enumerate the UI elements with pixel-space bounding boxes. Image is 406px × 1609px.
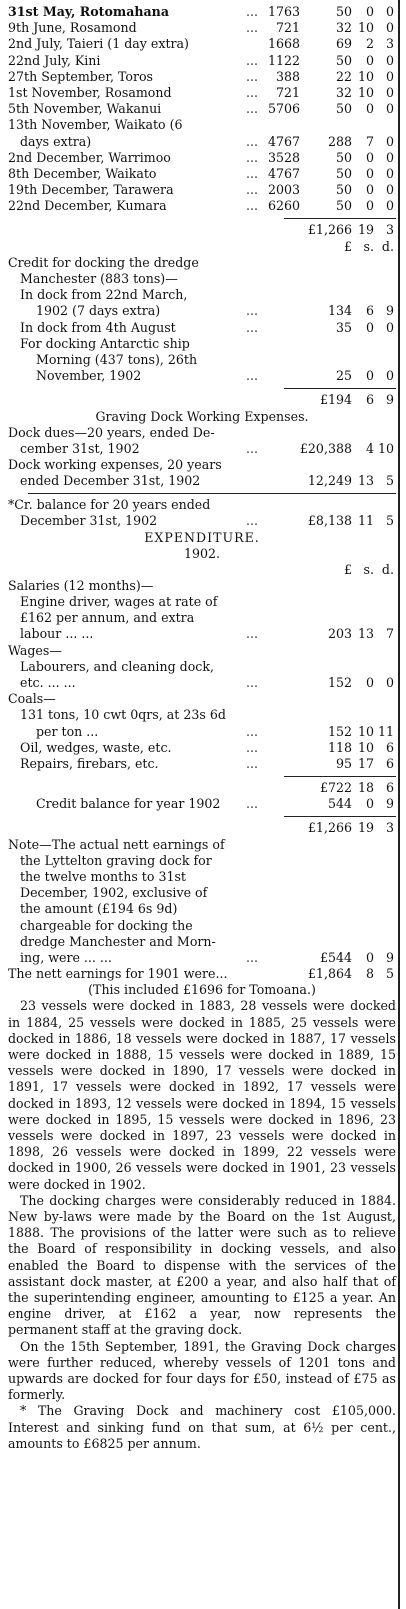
total-rule xyxy=(8,772,396,780)
expenditure-subtotal: £722 18 6 xyxy=(319,780,394,796)
credit-item: In dock from 4th August ... 35 0 0 xyxy=(20,319,394,335)
credit-total: £194 6 9 xyxy=(319,392,394,408)
credit-item: For docking Antarctic ship xyxy=(20,335,190,351)
credit-item: In dock from 22nd March, xyxy=(20,287,188,303)
credit-item: 1902 (7 days extra) ... 134 6 9 xyxy=(36,303,394,319)
total-rule xyxy=(8,384,396,392)
docking-row: 19th December, Tarawera ... 2003 50 0 0 xyxy=(8,182,394,198)
expenditure-item: etc. ... ... ... 152 0 0 xyxy=(20,674,394,690)
expenditure-item: Oil, wedges, waste, etc. ... 118 10 6 xyxy=(20,739,394,755)
note-line: Note—The actual nett earnings of xyxy=(8,836,225,852)
expenditure-total: £1,266 19 3 xyxy=(307,820,394,836)
docking-row: 9th June, Rosamond ... 721 32 10 0 xyxy=(8,20,394,36)
docking-row: 27th September, Toros ... 388 22 10 0 xyxy=(8,68,394,84)
docking-row: 22nd July, Kini ... 1122 50 0 0 xyxy=(8,52,394,68)
tomoana-note: (This included £1696 for Tomoana.) xyxy=(88,982,316,998)
expenditure-item: Labourers, and cleaning dock, xyxy=(20,658,214,674)
graving-item: Dock dues—20 years, ended De- xyxy=(8,424,215,440)
docking-row: 8th December, Waikato ... 4767 50 0 0 xyxy=(8,165,394,181)
cost-paragraph: * The Graving Dock and machinery cost £105,000. Interest and sinking fund on that sum, at 6½ per cent., amounts to £6825 per annum. xyxy=(8,1403,396,1451)
note-line: the Lyttelton graving dock for xyxy=(20,852,212,868)
charges-paragraph: The docking charges were considerably reduced in 1884. New by-laws were made by the Board on the 1st August, 1888. The provisions of the latter were such as to relieve the Board of responsibility in docking vessels, and also enabled the Board to dispense with the services of the assistant dock master, at £200 a year, and also half that of the superintending engineer, amounting to £125 a year. An engine driver, at £162 a year, now represents the permanent staff at the graving dock. xyxy=(8,1192,396,1338)
credit-balance: Credit balance for year 1902 ... 544 0 9 xyxy=(36,796,394,812)
note-line: December, 1902, exclusive of xyxy=(20,885,208,901)
expenditure-item: Engine driver, wages at rate of xyxy=(20,594,218,609)
expenditure-item: per ton ... ... 152 10 11 xyxy=(36,723,394,739)
column-rule xyxy=(398,0,400,1609)
expenditure-item: Salaries (12 months)— xyxy=(8,577,154,593)
docking-row: 5th November, Wakanui ... 5706 50 0 0 xyxy=(8,101,394,117)
reduction-paragraph: On the 15th September, 1891, the Graving Dock charges were further reduced, whereby vessels of 1201 tons and upwards are docked for four days for £50, instead of £75 as formerly. xyxy=(8,1338,396,1403)
docking-row: 31st May, Rotomahana ... 1763 50 0 0 xyxy=(8,4,394,19)
graving-item: Dock working expenses, 20 years xyxy=(8,456,222,472)
content xyxy=(8,4,396,1452)
graving-balance: December 31st, 1902 ... £8,138 11 5 xyxy=(20,513,394,529)
currency-header: £ s. d. xyxy=(343,561,394,577)
note-line: dredge Manchester and Morn- xyxy=(20,933,216,949)
expenditure-heading: EXPENDITURE. xyxy=(144,529,260,545)
docking-row: 1st November, Rosamond ... 721 32 10 0 xyxy=(8,84,394,100)
total-rule xyxy=(8,489,396,497)
graving-balance: *Cr. balance for 20 years ended xyxy=(8,497,211,513)
total-rule xyxy=(8,812,396,820)
credit-item: Morning (437 tons), 26th xyxy=(36,351,198,367)
expenditure-item: 131 tons, 10 cwt 0qrs, at 23s 6d xyxy=(20,707,226,723)
note-line: the amount (£194 6s 9d) xyxy=(20,901,178,917)
docking-total: £1,266 19 3 xyxy=(307,222,394,238)
docking-row: 2nd July, Taieri (1 day extra) 1668 69 2 3 xyxy=(8,36,394,52)
docking-row: 22nd December, Kumara ... 6260 50 0 0 xyxy=(8,198,394,214)
section-heading: Graving Dock Working Expenses. xyxy=(95,408,309,424)
note-line: ing, were ... ... ... £544 0 9 xyxy=(20,949,394,965)
note-line: the twelve months to 31st xyxy=(20,869,186,884)
total-rule xyxy=(8,214,396,222)
vessels-paragraph: 23 vessels were docked in 1883, 28 vessels were docked in 1884, 25 vessels were docked in 1885, 25 vessels were docked in 1886, 18 vessels were docked in 1887, 17 vessels were docked in 1888, 15 vessels were docked in 1889, 15 vessels were docked in 1890, 17 vessels were docked in 1891, 17 vessels were docked in 1892, 17 vessels were docked in 1893, 12 vessels were docked in 1894, 15 vessels were docked in 1895, 15 vessels were docked in 1896, 23 vessels were docked in 1897, 23 vessels were docked in 1898, 26 vessels were docked in 1899, 22 vessels were docked in 1900, 26 vessels were docked in 1901, 23 vessels were docked in 1902. xyxy=(8,998,396,1192)
expenditure-item: Repairs, firebars, etc. ... 95 17 6 xyxy=(20,755,394,771)
docking-row: days extra) ... 4767 288 7 0 xyxy=(20,133,394,149)
docking-row: 13th November, Waikato (6 xyxy=(8,117,183,133)
credit-heading: Manchester (883 tons)— xyxy=(20,271,178,286)
expenditure-year: 1902. xyxy=(183,545,221,561)
earnings-1901: The nett earnings for 1901 were... £1,864 8 5 xyxy=(8,966,394,982)
expenditure-item: £162 per annum, and extra xyxy=(20,610,195,626)
expenditure-item: Coals— xyxy=(8,691,56,707)
docking-row: 2nd December, Warrimoo ... 3528 50 0 0 xyxy=(8,149,394,165)
expenditure-item: Wages— xyxy=(8,642,62,658)
graving-item: ended December 31st, 1902 12,249 13 5 xyxy=(20,473,394,489)
credit-heading: Credit for docking the dredge xyxy=(8,254,199,270)
credit-item: November, 1902 ... 25 0 0 xyxy=(36,368,394,384)
graving-item: cember 31st, 1902 ... £20,388 4 10 xyxy=(20,440,394,456)
expenditure-item: labour ... ... ... 203 13 7 xyxy=(20,626,394,642)
currency-header: £ s. d. xyxy=(343,238,394,254)
note-line: chargeable for docking the xyxy=(20,917,193,933)
